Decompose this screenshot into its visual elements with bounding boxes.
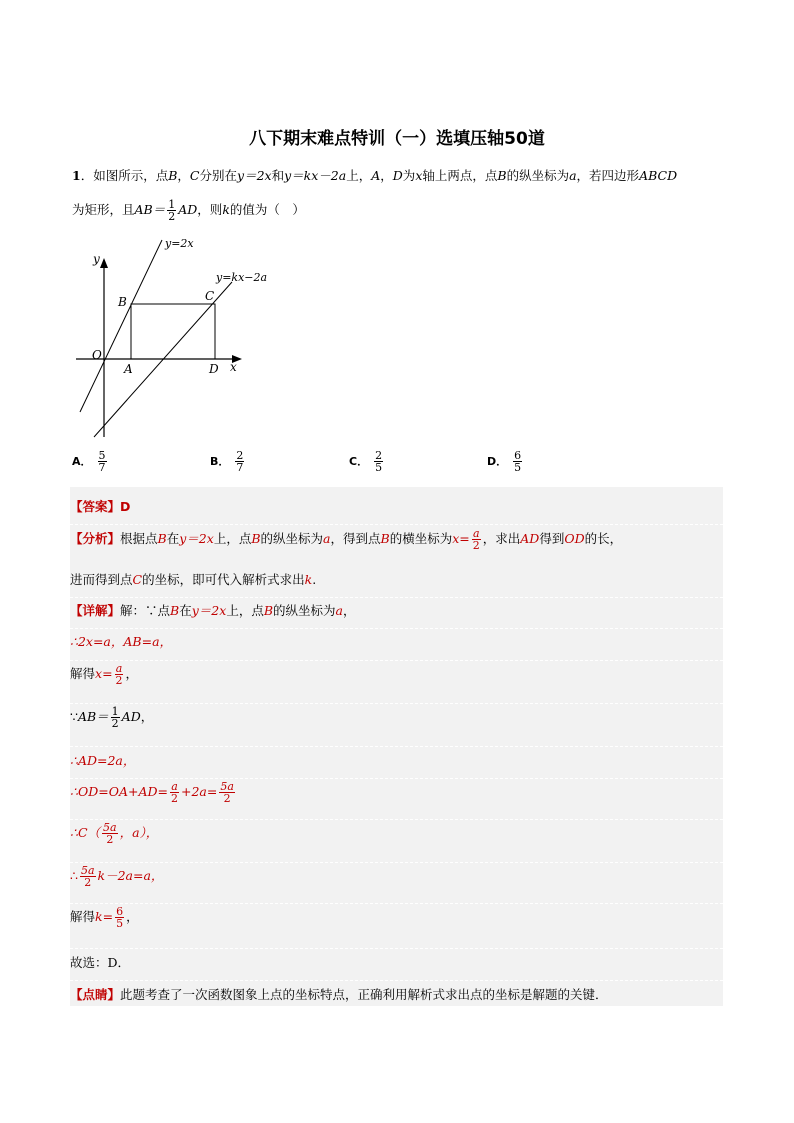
detail-row-7: ∴C（ $\frac{5a}{2}$ ，a）， <box>70 819 723 845</box>
point-d-label: D <box>209 362 219 376</box>
option-a[interactable]: A． $\frac{5}{7}$ <box>72 449 106 474</box>
detail-row-6: ∴OD=OA+AD= $\frac{a}{2}$ +2a= $\frac{5a}{2}$ <box>70 778 723 804</box>
detail-row-8: ∴ $\frac{5a}{2}$ k－2a=a， <box>70 862 723 888</box>
point-b-label: B <box>118 295 127 309</box>
line2-label: y=kx−2a <box>216 271 268 284</box>
question-number: 1 <box>72 168 81 183</box>
point-a-label: A <box>124 362 133 376</box>
question-line-1: 1．如图所示，点B，C分别在y＝2x和y＝kx－2a上，A，D为x轴上两点，点B的纵坐标为a，若四边形ABCD <box>72 168 678 183</box>
option-c[interactable]: C． $\frac{2}{5}$ <box>349 449 383 474</box>
detail-row-1: 【详解】解：∵点B在y＝2x上，点B的纵坐标为a， <box>70 597 723 619</box>
fraction: $\frac{1}{2}$ <box>168 198 176 223</box>
page-title: 八下期末难点特训（一）选填压轴50道 <box>249 129 545 149</box>
detail-row-4: ∵AB＝ $\frac{1}{2}$ AD， <box>70 703 723 729</box>
detail-row-5: ∴AD=2a， <box>70 746 723 769</box>
rectangle-abcd <box>131 304 215 359</box>
origin-label: O <box>92 348 102 362</box>
option-d[interactable]: D． $\frac{6}{5}$ <box>487 449 522 474</box>
comment-row: 【点睛】此题考查了一次函数图象上点的坐标特点，正确利用解析式求出点的坐标是解题的关键． <box>70 980 723 1003</box>
analysis-row: 【分析】根据点B在y＝2x上，点B的纵坐标为a，得到点B的横坐标为x= $\frac{a}{2}$ ，求出AD得到OD的长， <box>70 524 723 551</box>
answer-row: 【答案】D <box>70 499 131 514</box>
x-axis-label: x <box>230 360 237 374</box>
analysis-row-2: 进而得到点C的坐标，即可代入解析式求出k. <box>70 572 317 587</box>
point-c-label: C <box>205 289 215 303</box>
option-b[interactable]: B． $\frac{2}{7}$ <box>210 449 244 474</box>
y-axis-label: y <box>93 252 100 266</box>
line1-label: y=2x <box>165 237 194 250</box>
detail-row-2: ∴2x=a，AB=a， <box>70 628 723 650</box>
coordinate-figure <box>70 232 300 444</box>
y-axis-arrow <box>100 258 108 268</box>
detail-row-9: 解得k= $\frac{6}{5}$ ， <box>70 903 723 929</box>
question-line-2: 为矩形，且AB＝ $\frac{1}{2}$ AD，则k的值为（ ） <box>72 198 305 223</box>
detail-row-3: 解得x= $\frac{a}{2}$ ， <box>70 660 723 686</box>
answer-value: D <box>120 499 131 514</box>
detail-row-10: 故选：D． <box>70 948 723 971</box>
